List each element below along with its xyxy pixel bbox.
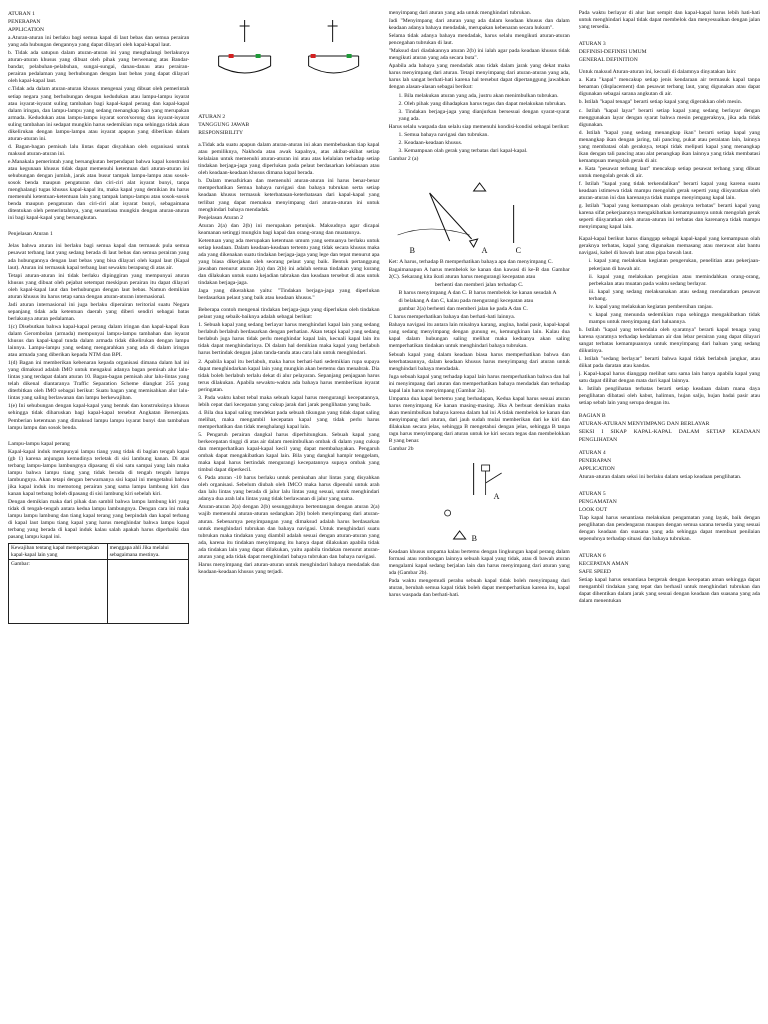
rule-2-a: a.Tidak ada suatu apapun dalam aturan-aturan ini akan membebaskan tiap kapal atau pemiliknya, Nakhoda atau awak kapalnya, atas akibat-akibat setiap kelalaian untuk memenuhi aturan-aturan ini atau atas kelalaian terhadap setiap tindakan berjaga-jaga yang diperlukan pada pelaut berdasarkan kebiasaan atau oleh keadaan-keadaan khusus dimana kapal berada.	[198, 142, 380, 177]
col3-k4: B harus menyimpang A dan C. B harus membelok ke kanan sesudah A	[398, 290, 557, 297]
col3-j1: Jadi "Menyimpang dari aturan yang ada dalam keadaan khusus dan dalam keadaan adanya bahaya mendadak, merupakan kebenaran secara hukum".	[388, 18, 570, 32]
box-header-right: menggapa ahli Jika melalui sebagaimana mestinya.	[107, 544, 189, 560]
rule-3-i3: iii. kapal yang sedang melaksanakan atau sedang mendaratkan pesawat terbang.	[588, 288, 760, 302]
rule-3-subtitle: DEFINISI-DEFINISI UMUM	[578, 49, 647, 56]
col3-k5: di belakang A dan C, kalau pada mengurangi kecepatan atau	[398, 298, 534, 305]
rule-3-title: ATURAN 3	[578, 41, 606, 48]
figure-2a	[389, 165, 570, 257]
lampu-title: Lampu-lampu kapal perang	[8, 440, 70, 447]
col3-k8: Bahaya navigasi itu antara lain misalnya karang, angina, badai pasir, kapal-kapal yang sedang menyimpang dengan gunung es, kemungkinan lain. Kalau dua kapal dalam hubungan saling melihat maka keduanya akan saling memperhatikan tindakan untuk menghindari bahaya tubrukan.	[388, 322, 570, 350]
column-2	[198, 10, 379, 1020]
explanation-1-p1: Jelas bahwa aturan ini berlaku bagi semua kapal dan termasuk pula semua pesawat terbang laut yang sedang berada di laut bebas dan semua perairan yang ada hubungannya dengan laut bebas yang bisa dilayari oleh kapal laut (Kapal laut). Aturan ini termasuk kapal terbang laut sewaktu berapung di atas air.	[8, 243, 190, 271]
rule-5-english: LOOK OUT	[578, 506, 608, 513]
ships-lights-figure	[198, 12, 379, 112]
example-2: 2. Apabila kapal itu berlabuh, maka harus berhati-hati sedemikian rupa supaya dapat menghindarkan kapal lain yang mungkin akan bertemu dan menabrak. Dia tidak boleh berlabuh terlalu dekat di alur pelayaran. Sepanjang penjagaan harus terus dilakukan. Apabila sewaktu-waktu ada bahaya harus memberikan isyarat peringatan.	[198, 358, 380, 393]
rule-3-i1: i. kapal yang melakukan kegiatan pengerukan, penelitian atau pekerjaan-pekerjaan di bawah air.	[588, 258, 760, 272]
explanation-2-p2: Ketentuan yang ada merupakan ketentuan umum yang semuanya berlaku untuk setiap keadaan. Dalam keadaan-keadaan tertentu yang tidak secara khusus maka ada yang dikenakan suatu tindakan berjaga-jaga yang lege dan tepat menurut apa yang biasa dikerjakan oleh seorang pelaut yang baik. Bentuk pertanggung jawaban menurut aturan 2(a) dan 2(b) ini adalah semua tindakan yang kurang dan dilakukan untuk suatu kejadian tabrakan dan keadaan tersebut di atas untuk tindakan berjaga-jaga.	[198, 237, 380, 287]
rule-3-h: h. Istilah "kapal yang terkendala oleh syaratnya" berarti kapal tenaga yang karena syaratnya terhadap kedalaman air dan lebar perairan yang dapat dilayari sangat terbatas kemampuannya untuk menyimpang dari haluan yang sedang diikutinya.	[578, 326, 760, 355]
rule-5-text: Tiap kapal harus senantiasa melakukan pengamatan yang layak, baik dengan penglihatan dan pendengaran maupun dengan semua sarana tersedia yang sesuai dengan keadaan dan suasana yang ada sehingga dapat membuat penilaian sepenuhnya terhadap situasi dan bahaya tubrukan.	[578, 514, 760, 543]
col3-j4: Apabila ada bahaya yang mendadak atau tidak dalam jarak yang dekat maka harus menyimpang dari aturan. Tetapi menyimpang dari aturan-aturan yang ada, harus lah sangat berhati-hati karena hal tersebut dapat dipertanggung jawabkan dengan alasan-alasan sebagai berikut:	[388, 63, 570, 91]
column-3	[389, 10, 570, 1020]
rule-1-title: ATURAN 1	[8, 11, 35, 17]
rule-6-title: ATURAN 6	[578, 553, 606, 560]
note-1d: 1(d) Bagan ini memberikan kebenaran kepada organisasi dimana dalam hal ini yang dimaksud adalah IMO untuk mengakui adanya bagan pemisah alur lalu-lintas yang terdapat dalam aturan 10. Bagan-bagan pemisah alur lalu-lintas yang telah dikenal diantaranya Traffic Separation Scheme diangkat 255 yang diterbitkan oleh IMO sebagai berikut: Suatu bagan yang memisahkan alur lalu-lintas yang saling berlawanan dan lampu berkewajiban.	[8, 360, 190, 402]
col3-m1: 1. Semua bahaya navigasi dan tubrukan.	[398, 131, 489, 138]
rule-3-english: GENERAL DEFINITION	[578, 57, 638, 64]
rule-3-i5: v. kapal yang menunda sedemikian rupa sehingga mengakibatkan tidak mampu untuk menyimpang dari haluannya.	[588, 311, 760, 325]
example-7: Aturan-aturan 2(a) dengan 2(b) sesungguhnya bertentangan dengan aturan 2(a) wajib memenuhi aturan-aturan sedangkan 2(b) boleh menyimpang dari aturan-aturan. Sebenarnya penyimpangan yang dimaksud adalah harus berdasarkan untuk menghindari tubrukan dan bahaya navigasi. Untuk menghindari suatu tubrukan maka tindakan yang diambil adalah sesuai dengan aturan-aturan yang ada, karena itu tindakan menyimpang itu hanya dapat dilakukan apabila tidak ada tindakan lain yang dapat dilakukan, yaitu apabila tindakan menurut aturan-aturan yang ada tidak dapat menghindari bahaya tubrukan dan bahaya navigasi.	[198, 504, 380, 560]
explanation-2-p4: Beberapa contoh mengenai tindakan berjaga-jaga yang diperlukan oleh tindakan pelaut yang sebaik-baiknya adalah sebagai berikut:	[198, 307, 380, 321]
example-4: 4. Bila dua kapal saling mendekat pada sebuah tikungan yang tidak dapat saling melihat, maka mengambil kecepatan kapal yang tidak perlu harus memperhatikan dan tidak menghalangi kapal lain.	[198, 409, 380, 430]
rule-5-title: ATURAN 5	[578, 490, 606, 497]
explanation-1-title: Penjelasan Aturan 1	[8, 231, 53, 238]
col3-k3: berhenti dan memberi jalan terhadap C.	[434, 282, 524, 289]
col3-m2: 2. Keadaan-keadaan khusus.	[398, 139, 463, 146]
rule-6-english: SAFE SPEED	[578, 569, 611, 576]
col3-j3: "Maksud dari diadakannya aturan 2(b) ini ialah agar pada keadaan khusus tidak mengikuti aturan yang ada secara buta".	[388, 48, 570, 62]
rule-1-english: APPLICATION	[8, 27, 45, 34]
rule-4-english: APPLICATION	[578, 465, 615, 472]
rule-3-i4: iv. kapal yang melakukan kegiatan pembersihan ranjau.	[588, 303, 713, 310]
explanation-1-p3: Jadi aturan internasional ini juga berlaku diperairan teritorial suatu Negara sepanjang tidak ada ketentuan daerah yang diberi sendiri sebagai batas berlakunya aturan pedalaman.	[8, 301, 190, 322]
col3-k1: Ket: A harus, terhadap B memperhatikan bahaya apa dan menyimpang C.	[388, 258, 553, 265]
col3-m3: 3. Kemampuan olah gerak yang terbatas dari kapal-kapal.	[398, 147, 528, 154]
rule-4-subtitle: PENERAPAN	[578, 457, 612, 464]
col3-k6: gambar 2(a) berhenti dan memberi jalan ke pada A dan C.	[398, 306, 528, 313]
col3-j5: Harus selalu waspada dan selalu siap memenuhi kondisi-kondisi sebagai berikut:	[388, 123, 570, 130]
rule-6-subtitle: KECEPATAN AMAN	[578, 561, 629, 568]
figure-2b	[389, 455, 570, 547]
rule-4-title: ATURAN 4	[578, 449, 606, 456]
rule-3-k: k. Istilah penglihatan terbatas berarti setiap keadaan dalam mana daya penglihatan dibatasi oleh kabut, halimun, hujan salju, hujan badai pasir atau setiap sebab lain yang serupa dengan itu.	[578, 386, 760, 407]
col3-k7: C harus memperhatikan bahaya dan berhati-hati lainnya.	[388, 314, 516, 321]
rule-5-subtitle: PENGAMATAN	[578, 498, 617, 505]
figure-box	[8, 543, 189, 624]
label-c: C	[515, 245, 521, 255]
rule-2-subtitle: TANGGUNG JAWAB	[198, 122, 250, 129]
rule-3-e: e. Kata "pesawat terbang laut" mencakup setiap pesawat terbang yang dibuat untuk mengolah gerak di air.	[578, 165, 760, 179]
label-b: B	[409, 245, 415, 255]
note-1c: 1(c) Disebutkan bahwa kapal-kapal perang dalam iringan dan kapal-kapal ikan dalam Gerombolan (armada) mempunyai lampu-lampu tambahan dan isyarat khusus dan kapal-kapal tunda dalam armada tidak dikelirukan dengan lampu lainnya. Lampu-lampu yang sedang mengarahkan yang ada di dalam iringan atau armada yang diberikan kepada NTM dan BPI.	[8, 323, 190, 359]
ship-right-icon	[309, 20, 359, 73]
example-5: 5. Pengaruh perairan dangkal harus diperhitungkan. Sebuah kapal yang berkecepatan tinggi di atas air dalam menimbulkan ombak di dalam yang cukup dan memperhatikan kapal-kapal kecil yang dapat membahayakan. Pengaruh ombak dapat mengakibatkan kapal lain. Bila yang dangkal hampir tenggelam, maka kapal harus bertindak mengurangi kecepatannya supaya ombak yang timbul dapat diperkecil.	[198, 431, 380, 474]
rule-3-i: i. Istilah "sedang berlayar" berarti bahwa kapal tidak berlabuh jangkar, atau diikat pada daratan atau kandas.	[578, 356, 760, 370]
col3-k13: Pada waktu mengemudi perahu sebuah kapal tidak boleh menyimpang dari aturan, berubah semua kapal tidak boleh dapat memperhatikan karena itu, kapal harus waspada dan berhati-hati.	[388, 578, 570, 599]
col3-l3: 3. Tindakan berjaga-jaga yang dianjurkan bersesuai dengan syarat-syarat yang ada.	[398, 108, 570, 122]
rule-3-h-intro: Kapal-kapal berikut harus dianggap sebagai kapal-kapal yang kemampuan olah geraknya terbatas, kapal yang digunakan memasang atau merawat alat bantu navigasi, kabel di bawah laut atau pipa bawah laut.	[578, 236, 760, 257]
rule-1-e: e.Manakala pemerintah yang bersangkutan berpendapat bahwa kapal konstruksi atau kegunaan khusus tidak dapat memenuhi ketentuan dari aturan-aturan ini sehubungan dengan jumlah, jarak atau busur tampak lampu-lampu atau sosok-sosok benda maupun pengaturan dan ciri-ciri alat isyarat bunyi, tanpa menghalangi tugas khusus kapal-kapal itu, maka kapal yang demikian itu harus memenuhi ketentuan-ketentuan lain yang tampak lampu-lampu atau sosok-sosok benda maupun pengaturan dan ciri-ciri alat isyarat bunyi, sebagaimana ditentukan oleh pemerintahnya, yang senantiasa mungkin dengan aturan-aturan ini bagi kapal-kapal yang bersangkutan.	[8, 158, 190, 222]
rule-6-text: Setiap kapal harus senantiasa bergerak dengan kecepatan aman sehingga dapat mengambil tindakan yang tepat dan berhasil untuk menghindari tubrukan dan dapat dihentikan dalam jarak yang sesuai dengan keadaan dan suasana yang ada dalam menentukan	[578, 577, 760, 605]
col3-k12: Keadaan khusus umpama kalau bertemu dengan lingkungan kapal perang dalam formasi atau rombongan lainnya sebuah kapal yang tidak, atau di bawah aturan mengalami kapal sedang berjalan lain dan harus menyimpang dari aturan yang ada (Gambar 2b).	[388, 549, 570, 577]
col3-k9: Sebuah kapal yang dalam keadaan biasa harus memperhatikan bahwa dan keterbatasannya, dalam keadaan khusus harus menyimpang dari aturan untuk menghindari bahaya mendadak.	[388, 351, 570, 372]
rule-3-b: b. Istilah "kapal tenaga" berarti setiap kapal yang digerakkan oleh mesin.	[578, 99, 743, 106]
column-4	[579, 10, 760, 1020]
box-empty	[107, 560, 189, 624]
rule-2-title: ATURAN 2	[198, 114, 226, 120]
column-1	[8, 10, 189, 1020]
col3-k2: Bagaimanapun A harus membelok ke kanan dan kawasi di ke-B dan Gambar 2(C). Sekarang kita ikuti aturan harus mengurangi kecepatan atau	[388, 266, 570, 281]
rule-2-english: RESPONSIBILITY	[198, 130, 244, 137]
figure-2b-caption: Gambar 2b	[388, 446, 414, 453]
label-2b-a: A	[493, 492, 499, 502]
part-b-subtitle: ATURAN-ATURAN MENYIMPANG DAN BERLAYAR	[578, 421, 710, 428]
rule-3-intro: Untuk maksud Aturan-aturan ini, kecuali di dalamnya dinyatakan lain:	[578, 69, 737, 76]
rule-3-f: f. Istilah "kapal yang tidak terkendalikan" berarti kapal yang karena suatu keadaan istimewa tidak mampu mengolah gerak seperti yang diisyaratkan oleh aturan-aturan ini dan karenanya tidak mampu menyimpang kapal lain.	[578, 180, 760, 202]
ship-left-icon	[219, 20, 271, 73]
diagram-lines	[397, 183, 513, 247]
col3-j2: Selama tidak adanya bahaya mendadak, harus selalu mengikuti aturan-aturan pencegahan tubrukan di laut.	[388, 33, 570, 47]
rule-3-a: a. Kata "kapal" mencakup setiap jenis kendaraan air termasuk kapal tanpa benaman (displacement) dan pesawat terbang laut, yang digunakan atau dapat digunakan sebagai sarana angkutan di air.	[578, 77, 760, 98]
diagram-lines	[444, 463, 501, 539]
lampu-p1: Kapal-kapal induk mempunyai lampu tiang yang tidak di bagian tengah kapal (gb 1) karena anjungan kemudinya terletak di sisi lambung kanan. Di atas terbang lampu-lampu lambungnya dipasang di sisi satu sampai yang lain maka lampu bahwa lampu tiang yang tidak berada di tengah tengah lampu lambungnya. Akan tetapi dengan berwarnanya sisi kapal ini mengetahui bahwa jika kapal induk itu memotong perairan yang sama lampu lambung kiri dan kanan kapal terbang boleh dipasang di sisi lambung kiri sebelah kiri.	[8, 448, 190, 497]
box-header-left: Kewajiban tentang kapal memperagakan kapal-kapal lain yang	[9, 544, 108, 560]
rule-1-subtitle: PENERAPAN	[8, 19, 41, 26]
label-a: A	[481, 245, 487, 255]
col3-l2: 2. Oleh pihak yang dihadapkan harus tegas dan dapat melakukan tubrukan.	[398, 100, 567, 107]
rule-1-b: b. Tidak ada satupun dalam aturan-aturan ini yang menghalangi berlakunya aturan-aturan khusus yang dibuat oleh pihak yang berwenang atas Bandar-bandar, pelabuhan-pelabuhan, sungai-sungai, danau-danau atau perairan-perairan pedalaman yang berhubungan dengan laut bebas yang dapat dilayari oleh kapal-kapal laut.	[8, 50, 190, 85]
figure-2a-caption: Gambar 2 (a)	[388, 155, 419, 162]
explanation-2-title: Penjelasan Aturan 2	[198, 214, 243, 221]
label-2b-b: B	[471, 534, 477, 544]
col3-k10: Juga sebuah kapal yang terhadap kapal lain harus memperhatikan bahwa dan hal ini menyimpang dari aturan dan memperhatikan bahaya mendadak dan terhadap kapal lain harus menyimpang (Gambar 2a).	[388, 373, 570, 394]
col3-k11: Umpama dua kapal bertemu yang berhadapan, Kedua kapal harus sesuai aturan harus menyimpang Ke kanan masing-masing. Jika A berbuat demikian maka akan menimbulkan bahaya karena dalam hal ini A tidak membelok ke kanan dan menyimpang dari aturan, dari jauh sudah mulai memberikan dari ke kiri dan dilakukan secara jelas, sehingga B mengetahui dengan jelas, sehingga B tanpa ragu harus menyimpang dari aturan untuk ke kiri secara tegas dan membelokkan B yang benar.	[388, 395, 570, 445]
explanation-1-p2: Tetapi aturan-aturan ini tidak berlaku dipinggiran yang mempunyai aturan khusus yang dibuat oleh pejabat setempat meskipun perairan itu dapat dilayari oleh kapal-kapal laut dan berhubungan dengan laut bebas. Namun demikian aturan khusus itu harus tetap sama dengan aturan-aturan internasional.	[8, 272, 190, 300]
rule-3-j: j. Kapal-kapal harus dianggap melihat satu sama lain hanya apabila kapal yang satu dapat dilihat dengan mata dari kapal lainnya.	[578, 371, 760, 385]
rule-3-c: c. Istilah "kapal layar" berarti setiap kapal yang sedang berlayar dengan menggunakan layar dengan syarat bahwa mesin penggeraknya, jika ada tidak digunakan.	[578, 107, 760, 128]
rule-3-g: g. Istilah "kapal yang kemampuan olah geraknya terbatas" berarti kapal yang karena sifat pekerjaannya mengakibatkan kemampuannya untuk mengolah gerak seperti diisyaratkan oleh aturan-aturan ini terbatas dan karenanya tidak mampu menyimpang kapal lain.	[578, 203, 760, 231]
rule-4-text: Aturan-aturan dalam seksi ini berlaku dalam setiap keadaan penglihatan.	[578, 473, 742, 480]
part-b-title: BAGIAN B	[578, 413, 606, 420]
example-3: 3. Pada waktu kabut tebal maka sebuah kapal harus mengurangi kecepatannya, lebih cepat dari kecepatan yang cukup jarak dari jarak penglihatan yang baik.	[198, 394, 380, 408]
example-8: Harus menyimpang dari aturan-aturan untuk menghindari bahaya mendadak dan keadaan-keadaan khusus yang terjadi.	[198, 561, 380, 575]
explanation-2-p1: Aturan 2(a) dan 2(b) ini merupakan petunjuk. Maksudnya agar dicapai keamanan setinggi mungkin bagi kapal dan orang-orang dan muatannya.	[198, 222, 380, 236]
note-1e: 1(e) Ini sehubungan dengan kapal-kapal yang bentuk dan konstruksinya khusus sehingga tidak diharuskan bagi kapal-kapal tersebut Angkatan Bersenjata. Pemberian ketentuan yang dimaksud lampu lampu isyarat bunyi dan tambahan lampu lampu dan sosok benda.	[8, 403, 190, 431]
box-gambar: Gambar:	[9, 560, 108, 624]
rule-2-b: b. Dalam menafsirkan dan memenuhi aturan-aturan ini harus benar-benar memperhatikan Semua bahaya navigasi dan bahaya tubrukan serta setiap keadaan khusus termasuk keterbatasan-keterbatasan dari kapal-kapal yang terlibat yang dapat memaksa menyimpang dari aturan-aturan ini untuk menghindari bahaya mendadak.	[198, 178, 380, 213]
rule-1-d: d. Bagan-bagan pemisah lalu lintas dapat disyahkan oleh organisasi untuk maksud aturan-aturan ini.	[8, 143, 190, 157]
rule-1-c: c.Tidak ada dalam aturan-aturan khusus mengenai yang dibuat oleh pemerintah setiap negara yang berhubungan dengan kedudukan atau lampu-lampu isyarat atau isyarat-isyarat suling tambahan bagi kapal-kapal perang dan kapal-kapal dalam iringan, dan lampu-lampu yang sedang menangkap ikan yang merupakan armada. Kedudukan atau lampu-lampu isyarat sorot/sorong dan isyarat-isyarat suling tambahan ini sedapat mungkin harus sedemikian rupa sehingga tidak akan dikelirukan dengan lampu-lampu atau isyarat apapun yang diberikan dalam aturan-aturan ini.	[8, 86, 190, 142]
col3-top: menyimpang dari aturan yang ada untuk menghindari tubrukan.	[388, 10, 532, 16]
rule-3-d: d. Istilah "kapal yang sedang menangkap ikan" berarti setiap kapal yang menangkap ikan dengan jaring, tali pancing, pukat atau peralatan lain, lainnya yang membatasi olah geraknya, tetapi tidak meliputi kapal yang menangkap ikan dengan tali pancing atau alat penangkap ikan lainnya yang tidak membatasi kemampuan mengolah gerak di air.	[578, 129, 760, 164]
col4-top: Pada waktu berlayar di alur laut sempit dan kapal-kapal harus lebih hati-hati untuk menghindari kapal tidak dapat membelok dan menyesuaikan dengan jalan yang tersedia.	[578, 10, 760, 31]
rule-3-i2: ii. kapal yang melakukan pengisian atau memindahkan orang-orang, perbekalan atau muatan pada waktu sedang berlayar.	[588, 273, 760, 287]
col3-l1: 1. Bila melakukan aturan yang ada, justru akan menimbulkan tubrukan.	[398, 92, 559, 99]
section-1-title: SEKSI I SIKAP KAPAL-KAPAL DALAM SETIAP KEADAAN PENGLIHATAN	[578, 429, 760, 443]
rule-1-a: a.Aturan-aturan ini berlaku bagi semua kapal di laut bebas dan semua perairan yang ada hubungan dengannya yang dapat dilayari oleh kapal-kapal laut.	[8, 35, 190, 49]
example-1: 1. Sebuah kapal yang sedang berlayar harus menghindari kapal lain yang sedang berlabuh berlabuh berdasarkan dengan perhatian. Akan tetapi kapal yang sedang berlabuh juga harus tidak perlu menghindar kapal lain, kecuali kapal lain itu tidak dapat menghindarinya. Di dalam hal demikian maka kapal yang berlabuh harus bertindak dengan jalan tanda-tanda atau cara lain untuk menghindari.	[198, 322, 380, 357]
lampu-p2: Dengan demikian maka dari pihak dan sambil bahwa lampu lambung kiri yang tidak di tengah-tengah antara kedua lampu lambungnya. Dengan cara ini maka lampu lampu lambung dan tiang kapal terang yang berpindah dan kapal terbang di kapal laut lampu tiang kapal yang harus menghindar bahwa lampu kapal terbang yang berada di kapal induk kalau salah apakah harus diperbaiki dan pasang lampu kapal ini.	[8, 499, 190, 541]
example-6: 6. Pada aturan -10 harus berlaku untuk pemisahan alur lintas yang disyahkan oleh organisasi. Sebelum diubah oleh IMCO maka harus dipenuhi untuk arah dan lalu lintas yang berada di jalur lalu lintas yang sesuai, untuk menghindari adanya dua arah lalu lintas yang tidak berlawanan di jalur yang sama.	[198, 475, 380, 503]
explanation-2-p3: Jaga yang dikerahkan yaitu: "Tindakan berjaga-jaga yang diperlukan berdasarkan pelaut yang baik atau keadaan khusus."	[198, 288, 380, 302]
